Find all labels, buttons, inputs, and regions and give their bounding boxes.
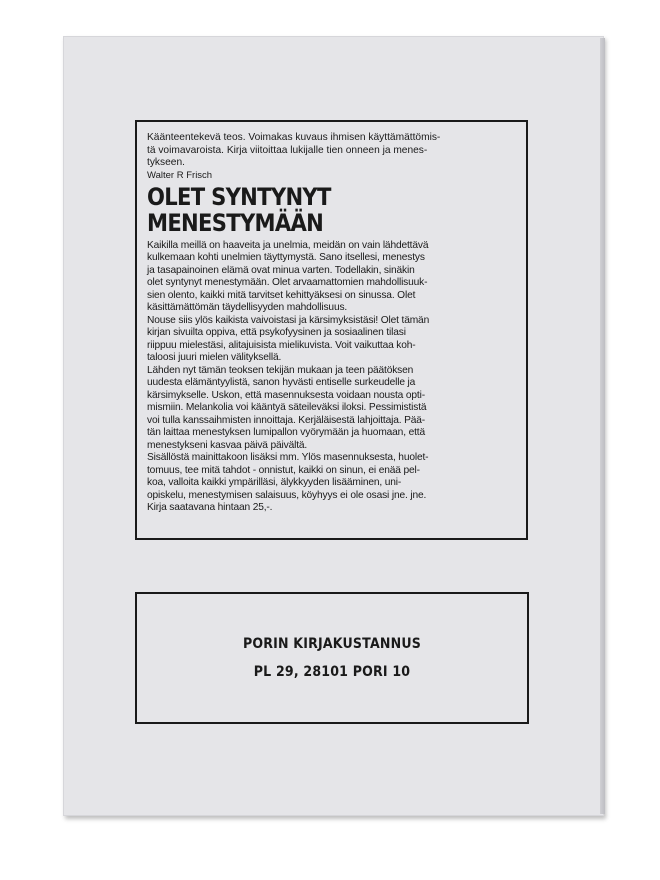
publisher-box — [135, 592, 529, 724]
publisher-name: PORIN KIRJAKUSTANNUS — [242, 636, 422, 652]
publisher-address: PL 29, 28101 PORI 10 — [253, 664, 411, 680]
title-line-1: OLET SYNTYNYT — [147, 182, 331, 211]
book-title — [147, 184, 472, 236]
title-line-2: MENESTYMÄÄN — [147, 208, 324, 237]
description-text: Kaikilla meillä on haaveita ja unelmia, meidän on vain lähdettävä kulkemaan kohti unelmien täyttymystä. Sano itsellesi, menestys ja tasapainoinen elämä ovat minua varten. Todellakin, sinäkin olet syntynyt menestymään. Olet arvaamattomien mahdollisuuk- sien olento, kaikki mitä tarvitset kehittyäksesi on sinussa. Olet käsittämättömän täydellisyyden mahdollisuus. Nouse siis ylös kaikista vaivoistasi ja kärsimyksistäsi! Olet tämän kirjan sivuilta oppiva, että psykofyysinen ja sosiaalinen tilasi riippuu mielestäsi, alitajuisista mielikuvista. Voit vaikuttaa koh- taloosi juuri mielen välityksellä. Lähden nyt tämän teoksen tekijän mukaan ja teen päätöksen uudesta elämäntyylistä, sanon hyvästi entiselle surkeudelle ja kärsimykselle. Uskon, että masennuksesta voidaan nousta opti- mismiin. Melankolia voi kääntyä säteileväksi iloksi. Pessimististä voi tulla kanssaihmisten innoittaja. Kerjäläisestä lahjoittaja. Pää- tän laittaa menestyksen lumipallon vyörymään ja huomaan, että menestykseni kasvaa päivä päivältä. Sisällöstä mainittakoon lisäksi mm. Ylös masennuksesta, huolet- tomuus, tee mitä tahdot - onnistut, kaikki on sinun, ei enää pel- koa, valloita kaikki ympärilläsi, älykkyyden lisääminen, uni- opiskelu, menestymisen salaisuus, köyhyys ei ole osasi jne. jne. Kirja saatavana hintaan 25,-. — [147, 239, 430, 513]
quote-author: Walter R Frisch — [147, 169, 213, 181]
cover-edge — [600, 38, 605, 814]
intro-text: Käänteentekevä teos. Voimakas kuvaus ihmisen käyttämättömis- tä voimavaroista. Kirja viitoittaa lukijalle tien onneen ja menes- tykseen. — [147, 132, 441, 168]
blurb-box — [135, 120, 528, 540]
